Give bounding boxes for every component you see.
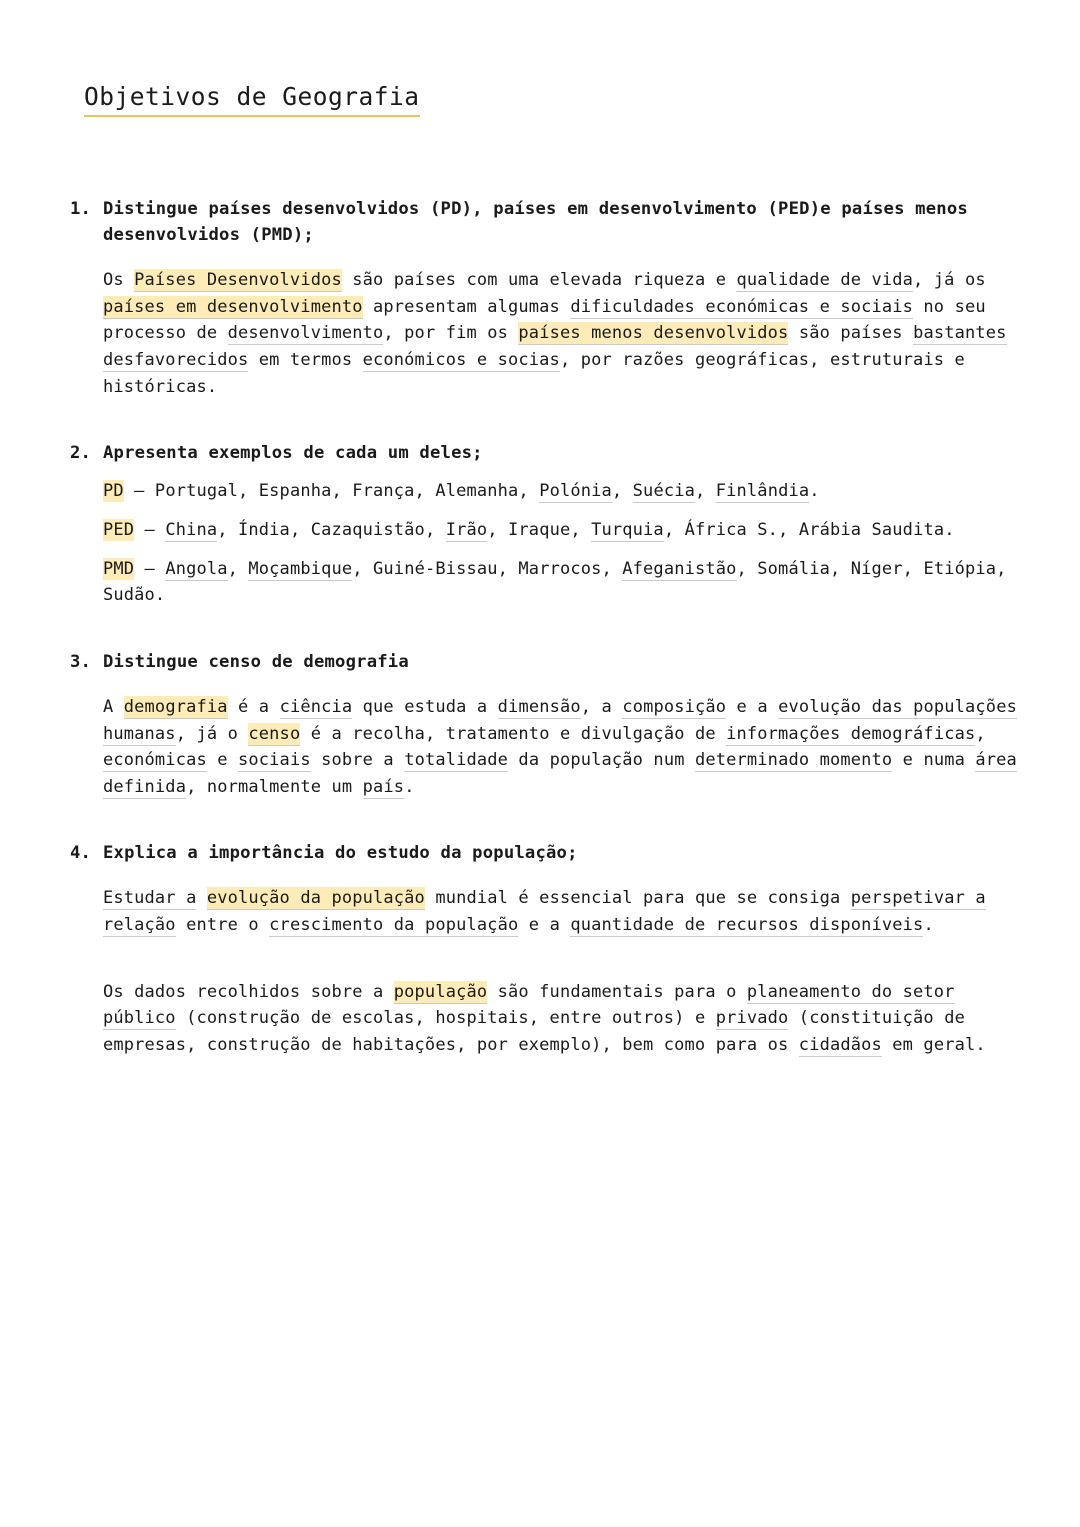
question-item-2 <box>70 440 1030 609</box>
answer-4-text-second: Os dados recolhidos sobre a população são fundamentais para o planeamento do setor público (construção de escolas, hospitais, entre outros) e privado (constituição de empresas, construção de habitações, por exemplo), bem como para os cidadãos em geral. <box>103 981 986 1055</box>
question-1-number: 1. <box>70 199 92 219</box>
answer-2-line-pd: PD – Portugal, Espanha, França, Alemanha, Polónia, Suécia, Finlândia. <box>103 481 820 502</box>
answer-3-text: A demografia é a ciência que estuda a dimensão, a composição e a evolução das populações humanas, já o censo é a recolha, tratamento e divulgação de informações demográficas, económicas e sociais sobre a totalidade da população num determinado momento e numa área definida, normalmente um país. <box>103 696 1017 797</box>
answer-1-text: Os Países Desenvolvidos são países com uma elevada riqueza e qualidade de vida, já os países em desenvolvimento apresentam algumas dificuldades económicas e sociais no seu processo de desenvolvimento, por fim os países menos desenvolvidos são países bastantes desfavorecidos em termos económicos e socias, por razões geográficas, estruturais e históricas. <box>103 270 1007 397</box>
question-item-4 <box>70 840 1030 1058</box>
section-spacer-2 <box>70 609 1030 649</box>
answer-2-line-ped: PED – China, Índia, Cazaquistão, Irão, Iraque, Turquia, África S., Arábia Saudita. <box>103 519 955 540</box>
question-2-text: Apresenta exemplos de cada um deles; <box>103 443 483 464</box>
question-3-heading <box>70 649 1030 675</box>
section-spacer-3 <box>70 800 1030 840</box>
question-2-number: 2. <box>70 443 92 464</box>
answer-4-text-first: Estudar a evolução da população mundial é essencial para que se consiga perspetivar a relação entre o crescimento da população e a quantidade de recursos disponíveis. <box>103 888 986 936</box>
page-title: Objetivos de Geografia <box>84 82 420 117</box>
question-4-heading <box>70 840 1030 866</box>
question-3-text: Distingue censo de demografia <box>103 651 409 672</box>
answer-2-line-pmd: PMD – Angola, Moçambique, Guiné-Bissau, Marrocos, Afeganistão, Somália, Níger, Etiópia, Sudão. <box>103 558 1007 606</box>
document-body <box>70 196 1030 1058</box>
question-4-number: 4. <box>70 843 92 864</box>
question-1-heading <box>70 196 1030 248</box>
question-item-3 <box>70 649 1030 801</box>
question-item-1 <box>70 196 1030 400</box>
question-4-text: Explica a importância do estudo da população; <box>103 843 578 864</box>
section-spacer-1 <box>70 400 1030 440</box>
question-2-heading <box>70 440 1030 466</box>
question-3-number: 3. <box>70 651 92 672</box>
question-1-text: Distingue países desenvolvidos (PD), países em desenvolvimento (PED)e países menos desenvolvidos (PMD); <box>103 199 968 246</box>
